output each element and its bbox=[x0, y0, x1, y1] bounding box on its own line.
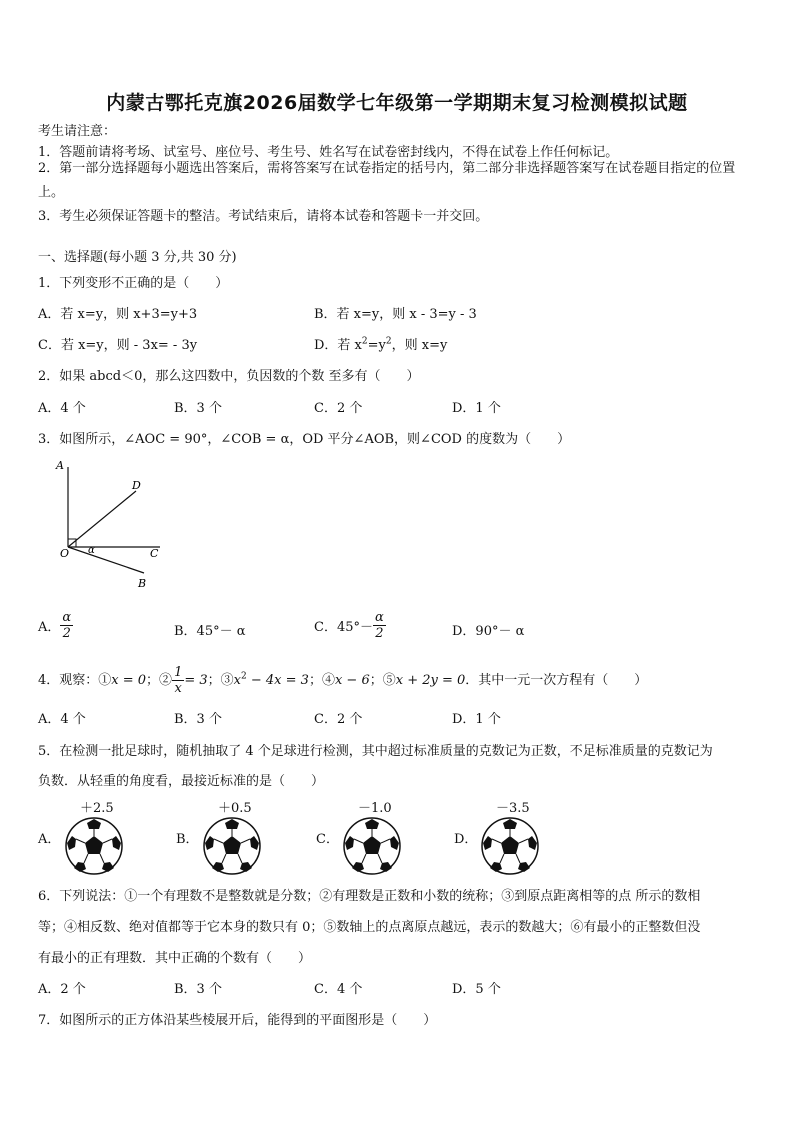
q5-option-label: C． bbox=[316, 832, 339, 847]
q5-option-value: ＋2.5 bbox=[80, 801, 114, 816]
notice-item-3: 3．考生必须保证答题卡的整洁。考试结束后，请将本试卷和答题卡一并交回。 bbox=[38, 209, 489, 224]
q4-option-d: D．1 个 bbox=[452, 712, 501, 727]
q7-stem: 7．如图所示的正方体沿某些棱展开后，能得到的平面图形是（ ） bbox=[38, 1013, 437, 1028]
q5-option-ball bbox=[202, 816, 262, 880]
q5-option-label: B． bbox=[176, 832, 199, 847]
q5-option-label: D． bbox=[454, 832, 478, 847]
fig-label-c: C bbox=[150, 547, 159, 560]
q4-option-c: C．2 个 bbox=[314, 712, 363, 727]
q6-line-3: 有最小的正有理数．其中正确的个数有（ ） bbox=[38, 951, 312, 966]
q6-option-a: A．2 个 bbox=[38, 982, 86, 997]
q1-option-c: C．若 x=y，则 - 3x= - 3y bbox=[38, 338, 198, 353]
q6-option-c: C．4 个 bbox=[314, 982, 363, 997]
fig-label-alpha: α bbox=[88, 545, 95, 556]
q6-option-b: B．3 个 bbox=[174, 982, 222, 997]
q6-option-d: D．5 个 bbox=[452, 982, 501, 997]
fig-label-o: O bbox=[60, 547, 70, 560]
q6-line-1: 6．下列说法：①一个有理数不是整数就是分数；②有理数是正数和小数的统称；③到原点距离相等的点 所示的数相 bbox=[38, 889, 701, 904]
section-heading: 一、选择题(每小题 3 分,共 30 分) bbox=[38, 250, 237, 265]
q5-option-ball bbox=[342, 816, 402, 880]
q4-option-a: A．4 个 bbox=[38, 712, 86, 727]
angle-figure bbox=[50, 455, 180, 590]
q4-option-b: B．3 个 bbox=[174, 712, 222, 727]
q5-option-ball bbox=[64, 816, 124, 880]
page-title: 内蒙古鄂托克旗2026届数学七年级第一学期期末复习检测模拟试题 bbox=[106, 92, 688, 114]
fig-label-b: B bbox=[138, 577, 147, 590]
fig-label-d: D bbox=[132, 479, 141, 492]
q4-stem: 4．观察：①x = 0；② $\frac{1}{x}$ = 3；$③x^2 - 4x = 3$；④x − 6；⑤x + 2y = 0．其中一元一次方程有（ ） bbox=[38, 665, 648, 696]
q3-option-d: D．90°－ α bbox=[452, 624, 525, 639]
soccer-ball-icon bbox=[342, 816, 402, 876]
fig-label-a: A bbox=[56, 459, 64, 472]
q5-option-ball bbox=[480, 816, 540, 880]
q5-option-value: ＋0.5 bbox=[218, 801, 252, 816]
q2-option-c: C．2 个 bbox=[314, 401, 363, 416]
soccer-ball-icon bbox=[480, 816, 540, 876]
soccer-ball-icon bbox=[64, 816, 124, 876]
q5-option-value: －1.0 bbox=[358, 801, 392, 816]
q5-line-1: 5．在检测一批足球时，随机抽取了 4 个足球进行检测，其中超过标准质量的克数记为正数，不足标准质量的克数记为 bbox=[38, 744, 713, 759]
soccer-ball-icon bbox=[202, 816, 262, 876]
notice-item-1: 1．答题前请将考场、试室号、座位号、考生号、姓名写在试卷密封线内，不得在试卷上作任何标记。 bbox=[38, 145, 619, 160]
q5-option-value: －3.5 bbox=[496, 801, 530, 816]
q5-line-2: 负数．从轻重的角度看，最接近标准的是（ ） bbox=[38, 774, 325, 789]
q3-option-a: A． $\frac{\alpha}{2}$ bbox=[38, 610, 72, 641]
q1-option-d: D．若 $x^2=y^2$，则 x=y bbox=[314, 336, 448, 353]
q1-stem: 1．下列变形不正确的是（ ） bbox=[38, 276, 229, 291]
q2-option-b: B．3 个 bbox=[174, 401, 222, 416]
q3-option-b: B．45°－ α bbox=[174, 624, 246, 639]
q3-stem: 3．如图所示，∠AOC = 90°，∠COB = α，OD 平分∠AOB，则∠COD 的度数为（ ） bbox=[38, 432, 571, 447]
notice-heading: 考生请注意： bbox=[38, 124, 117, 139]
q5-option-label: A． bbox=[38, 832, 61, 847]
q2-stem: 2．如果 abcd＜0，那么这四数中，负因数的个数 至多有（ ） bbox=[38, 369, 420, 384]
q1-option-b: B．若 x=y，则 x - 3=y - 3 bbox=[314, 307, 477, 322]
q1-option-a: A．若 x=y，则 x+3=y+3 bbox=[38, 307, 198, 322]
notice-item-2: 2．第一部分选择题每小题选出答案后，需将答案写在试卷指定的括号内，第二部分非选择题答案写在试卷题目指定的位置上。 bbox=[38, 161, 736, 200]
q2-option-a: A．4 个 bbox=[38, 401, 86, 416]
q6-line-2: 等；④相反数、绝对值都等于它本身的数只有 0；⑤数轴上的点离原点越远，表示的数越大；⑥有最小的正整数但没 bbox=[38, 920, 701, 935]
q3-option-c: C．45°－ $\frac{\alpha}{2}$ bbox=[314, 610, 384, 641]
q2-option-d: D．1 个 bbox=[452, 401, 501, 416]
